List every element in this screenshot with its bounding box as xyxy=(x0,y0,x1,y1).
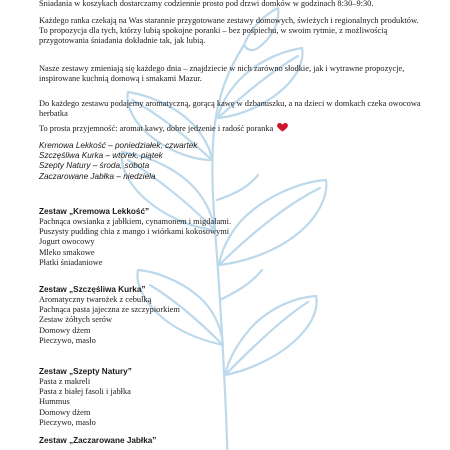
set-item: Pieczywo, masło xyxy=(39,335,96,345)
delivery-info-text: Śniadania w koszykach dostarczamy codziennie prosto pod drzwi domków w godzinach 8:30–9:30. xyxy=(39,0,374,8)
set-item: Zestaw żółtych serów xyxy=(39,315,113,325)
set-items-szepty-natury xyxy=(39,377,131,428)
set-items-szczesliwa-kurka xyxy=(39,295,180,346)
set-title-kremowa-lekkosc: Zestaw „Kremowa Lekkość” xyxy=(39,207,150,216)
schedule-item: Kremowa Lekkość – poniedziałek, czwartek xyxy=(39,141,198,150)
weekly-schedule xyxy=(39,141,197,182)
schedule-item: Zaczarowane Jabłka – niedziela xyxy=(39,171,156,181)
set-item: Pachnąca owsianka z jabłkiem, cynamonem i migdałami. xyxy=(39,217,232,226)
set-item: Pachnąca pasta jajeczna ze szczypiorkiem xyxy=(39,305,180,315)
intro-paragraph-3: Do każdego zestawu podajemy aromatyczną, gorącą kawę w dzbanuszku, a na dzieci w domkach czeka owocowa herbatka xyxy=(39,99,421,119)
set-title-szczesliwa-kurka: Zestaw „Szczęśliwa Kurka” xyxy=(39,285,146,294)
set-item: Mleko smakowe xyxy=(39,247,95,257)
set-item: Pasta z białej fasoli i jabłka xyxy=(39,387,131,397)
set-item: Pieczywo, masło xyxy=(39,417,96,427)
schedule-item: Szepty Natury – środa, sobota xyxy=(39,161,150,171)
intro-paragraph-1: Każdego ranka czekają na Was starannie przygotowane zestawy domowych, świeżych i regionalnych produktów. To propozycja dla tych, którzy lubią spokojne poranki – bez pośpiechu, w swoim rytmie, z możliwością przygotowania śniadania dokładnie tak, jak lubią. xyxy=(39,16,419,46)
set-items-kremowa-lekkosc xyxy=(39,217,231,268)
set-item: Jogurt owocowy xyxy=(39,237,95,247)
set-item: Płatki śniadaniowe xyxy=(39,257,103,267)
set-item: Hummus xyxy=(39,397,70,407)
tagline-text: To prosta przyjemność: aromat kawy, dobre jedzenie i radość poranka xyxy=(39,124,274,133)
set-item: Domowy dżem xyxy=(39,407,91,417)
tagline xyxy=(39,123,439,134)
set-title-szepty-natury: Zestaw „Szepty Natury” xyxy=(39,367,132,376)
set-item: Aromatyczny twarożek z cebulką xyxy=(39,295,152,304)
set-item: Domowy dżem xyxy=(39,325,91,335)
set-item: Puszysty pudding chia z mango i wiórkami kokosowymi xyxy=(39,227,230,237)
set-item: Pasta z makreli xyxy=(39,377,91,386)
set-title-zaczarowane-jablka: Zestaw „Zaczarowane Jabłka” xyxy=(39,436,157,445)
intro-paragraph-2: Nasze zestawy zmieniają się każdego dnia – znajdziecie w nich zarówno słodkie, jak i wytrawne propozycje, inspirowane kuchnią domową i smakami Mazur. xyxy=(39,64,405,84)
heart-icon xyxy=(277,123,288,132)
schedule-item: Szczęśliwa Kurka – wtorek, piątek xyxy=(39,151,163,161)
